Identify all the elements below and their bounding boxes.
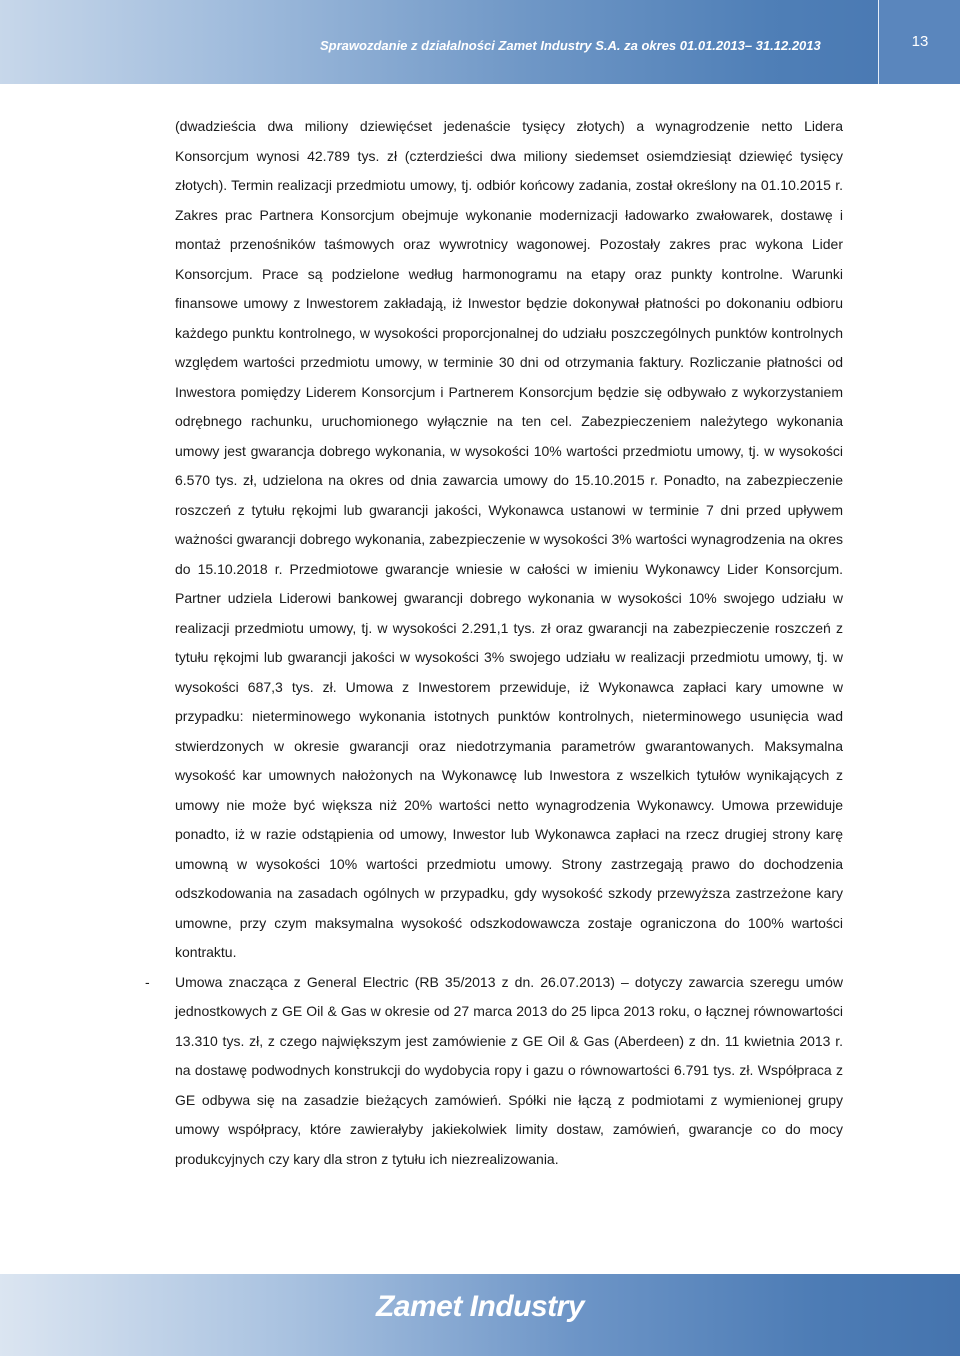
list-item-general-electric [145, 968, 843, 1175]
document-body [145, 112, 843, 1174]
page-number: 13 [878, 0, 960, 84]
list-bullet: - [145, 973, 150, 990]
report-title: Sprawozdanie z działalności Zamet Industry S.A. za okres 01.01.2013– 31.12.2013 [320, 38, 821, 53]
page-footer [0, 1274, 960, 1356]
paragraph-contract-details: (dwadzieścia dwa miliony dziewięćset jedenaście tysięcy złotych) a wynagrodzenie netto Lidera Konsorcjum wynosi 42.789 tys. zł (czterdzieści dwa miliony siedemset osiemdziesiąt dziewięć tysięcy złotych). Termin realizacji przedmiotu umowy, tj. odbiór końcowy zadania, został określony na 01.10.2015 r. Zakres prac Partnera Konsorcjum obejmuje wykonanie modernizacji ładowarko zwałowarek, dostawę i montaż przenośników taśmowych oraz wywrotnicy wagonowej. Pozostały zakres prac wykona Lider Konsorcjum. Prace są podzielone według harmonogramu na etapy oraz punkty kontrolne. Warunki finansowe umowy z Inwestorem zakładają, iż Inwestor będzie dokonywał płatności po dokonaniu odbioru każdego punktu kontrolnego, w wysokości proporcjonalnej do udziału poszczególnych punktów kontrolnych względem wartości przedmiotu umowy, w terminie 30 dni od otrzymania faktury. Rozliczanie płatności od Inwestora pomiędzy Liderem Konsorcjum i Partnerem Konsorcjum będzie się odbywało z wykorzystaniem odrębnego rachunku, uruchomionego wyłącznie na ten cel. Zabezpieczeniem należytego wykonania umowy jest gwarancja dobrego wykonania, w wysokości 10% wartości przedmiotu umowy, tj. w wysokości 6.570 tys. zł, udzielona na okres od dnia zawarcia umowy do 15.10.2015 r. Ponadto, na zabezpieczenie roszczeń z tytułu rękojmi lub gwarancji jakości, Wykonawca ustanowi w terminie 7 dni przed upływem ważności gwarancji dobrego wykonania, zabezpieczenie w wysokości 3% wartości wynagrodzenia na okres do 15.10.2018 r. Przedmiotowe gwarancje wniesie w całości w imieniu Wykonawcy Lider Konsorcjum. Partner udziela Liderowi bankowej gwarancji dobrego wykonania w wysokości 10% swojego udziału w realizacji przedmiotu umowy, tj. w wysokości 2.291,1 tys. zł oraz gwarancji na zabezpieczenie roszczeń z tytułu rękojmi lub gwarancji jakości w wysokości 3% swojego udziału w realizacji przedmiotu umowy, tj. w wysokości 687,3 tys. zł. Umowa z Inwestorem przewiduje, iż Wykonawca zapłaci kary umowne w przypadku: nieterminowego wykonania istotnych punktów kontrolnych, nieterminowego usunięcia wad stwierdzonych w okresie gwarancji oraz niedotrzymania parametrów gwarantowanych. Maksymalna wysokość kar umownych nałożonych na Wykonawcę lub Inwestora z wszelkich tytułów wynikających z umowy nie może być większa niż 20% wartości netto wynagrodzenia Wykonawcy. Umowa przewiduje ponadto, iż w razie odstąpienia od umowy, Inwestor lub Wykonawca zapłaci na rzecz drugiej strony karę umowną w wysokości 10% wartości przedmiotu umowy. Strony zastrzegają prawo do dochodzenia odszkodowania na zasadach ogólnych w przypadku, gdy wysokość szkody przewyższa zastrzeżone kary umowne, przy czym maksymalna wysokość odszkodowawcza zostaje ograniczona do 100% wartości kontraktu. [175, 118, 843, 960]
page-header [0, 0, 960, 84]
company-logo: Zamet Industry [375, 1290, 585, 1323]
paragraph-general-electric: Umowa znacząca z General Electric (RB 35/2013 z dn. 26.07.2013) – dotyczy zawarcia szeregu umów jednostkowych z GE Oil & Gas w okresie od 27 marca 2013 do 25 lipca 2013 roku, o łącznej równowartości 13.310 tys. zł, z czego największym jest zamówienie z GE Oil & Gas (Aberdeen) z dn. 11 kwietnia 2013 r. na dostawę podwodnych konstrukcji do wydobycia ropy i gazu o równowartości 6.791 tys. zł. Współpraca z GE odbywa się na zasadzie bieżących zamówień. Spółki nie łączą z podmiotami z wymienionej grupy umowy współpracy, które zawierałyby jakiekolwiek limity dostaw, zamówień, gwarancje co do mocy produkcyjnych czy kary dla stron z tytułu ich niezrealizowania. [175, 973, 843, 1167]
